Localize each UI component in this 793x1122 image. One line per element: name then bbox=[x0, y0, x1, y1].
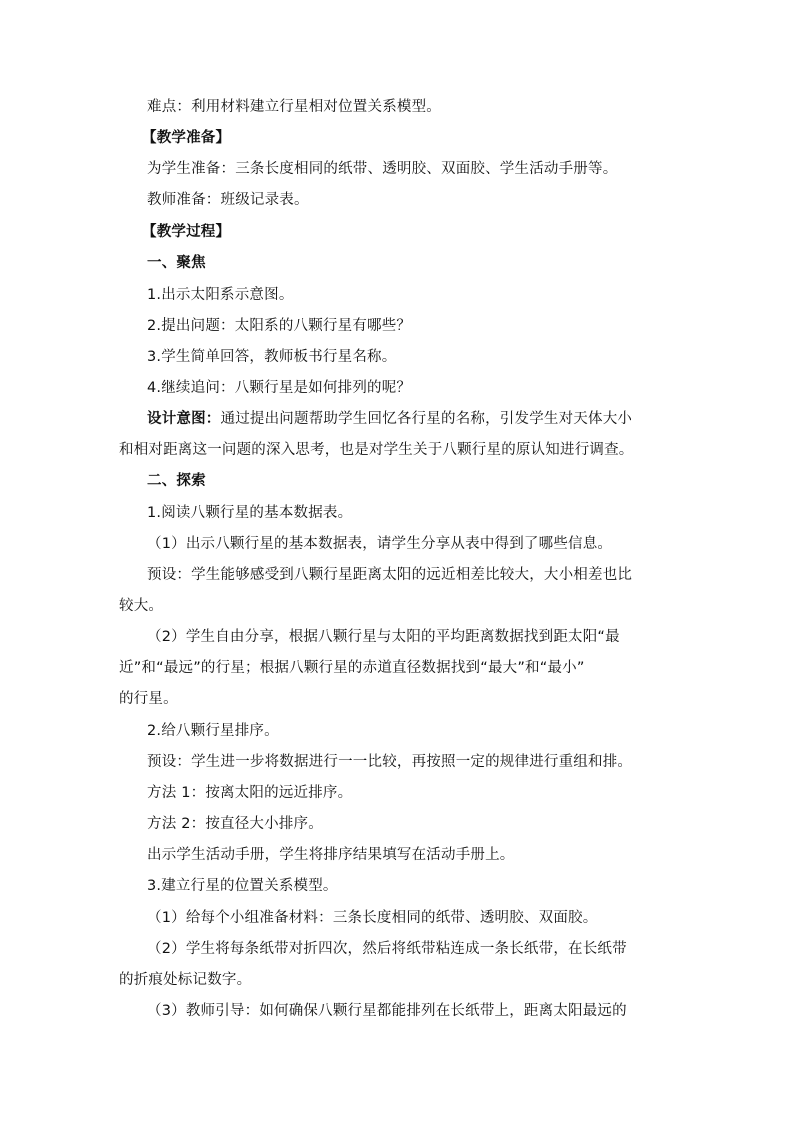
method2-line: 方法 2：按直径大小排序。 bbox=[147, 816, 323, 832]
step3-sub3-line: （3）教师引导：如何确保八颗行星都能排列在长纸带上，距离太阳最远的 bbox=[147, 1003, 627, 1019]
method1-line: 方法 1：按离太阳的远近排序。 bbox=[147, 785, 353, 801]
design-intent-line bbox=[147, 409, 632, 429]
section1-item: 4.继续追问：八颗行星是如何排列的呢？ bbox=[147, 380, 412, 396]
section1-item: 1.出示太阳系示意图。 bbox=[147, 287, 294, 303]
step1-preset-continuation: 较大。 bbox=[119, 598, 164, 614]
activity-book-line: 出示学生活动手册，学生将排序结果填写在活动手册上。 bbox=[147, 847, 515, 863]
design-intent-text: 通过提出问题帮助学生回忆各行星的名称，引发学生对天体大小 bbox=[220, 411, 633, 427]
prep-heading: 【教学准备】 bbox=[142, 130, 231, 146]
step3-line: 3.建立行星的位置关系模型。 bbox=[147, 878, 338, 894]
step2-line: 2.给八颗行星排序。 bbox=[147, 723, 279, 739]
section2-title: 二、探索 bbox=[147, 473, 206, 489]
step1-sub2-line: （2）学生自由分享，根据八颗行星与太阳的平均距离数据找到距太阳“最 bbox=[147, 629, 620, 645]
step1-preset-line: 预设：学生能够感受到八颗行星距离太阳的远近相差比较大，大小相差也比 bbox=[147, 567, 633, 583]
step1-sub2-continuation: 近”和“最远”的行星；根据八颗行星的赤道直径数据找到“最大”和“最小” bbox=[119, 660, 585, 676]
step3-sub2-continuation: 的折痕处标记数字。 bbox=[119, 972, 252, 988]
section1-item: 2.提出问题：太阳系的八颗行星有哪些？ bbox=[147, 318, 412, 334]
prep-students-line: 为学生准备：三条长度相同的纸带、透明胶、双面胶、学生活动手册等。 bbox=[147, 161, 618, 177]
step1-sub1-line: （1）出示八颗行星的基本数据表，请学生分享从表中得到了哪些信息。 bbox=[147, 536, 613, 552]
prep-teacher-line: 教师准备：班级记录表。 bbox=[147, 192, 309, 208]
design-intent-continuation: 和相对距离这一问题的深入思考，也是对学生关于八颗行星的原认知进行调查。 bbox=[119, 442, 634, 458]
step2-preset-line: 预设：学生进一步将数据进行一一比较，再按照一定的规律进行重组和排。 bbox=[147, 754, 633, 770]
difficulty-line: 难点：利用材料建立行星相对位置关系模型。 bbox=[147, 99, 441, 115]
step1-line: 1.阅读八颗行星的基本数据表。 bbox=[147, 505, 353, 521]
process-heading: 【教学过程】 bbox=[142, 224, 231, 240]
section1-title: 一、聚焦 bbox=[147, 255, 206, 271]
design-intent-label: 设计意图： bbox=[147, 411, 221, 427]
step3-sub2-line: （2）学生将每条纸带对折四次，然后将纸带粘连成一条长纸带，在长纸带 bbox=[147, 941, 627, 957]
section1-item: 3.学生简单回答，教师板书行星名称。 bbox=[147, 349, 397, 365]
step1-sub2-continuation: 的行星。 bbox=[119, 691, 178, 707]
step3-sub1-line: （1）给每个小组准备材料：三条长度相同的纸带、透明胶、双面胶。 bbox=[147, 910, 598, 926]
